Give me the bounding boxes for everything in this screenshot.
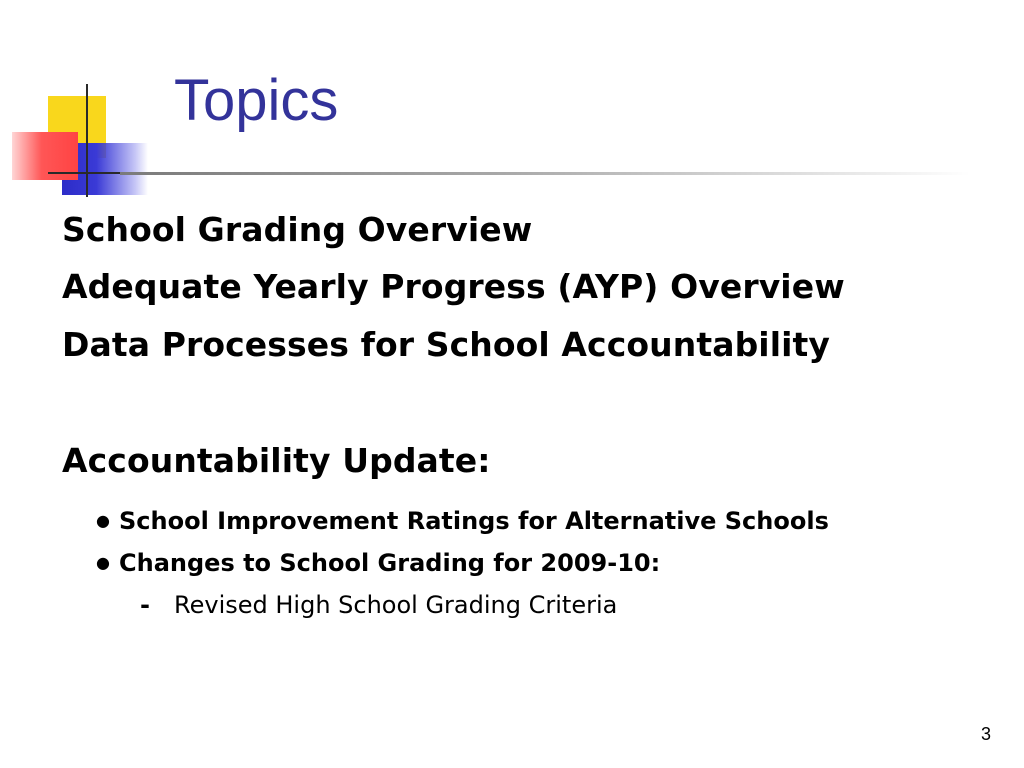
topic-ayp-overview: Adequate Yearly Progress (AYP) Overview <box>62 267 845 306</box>
bullet-item <box>96 506 829 536</box>
slide-title: Topics <box>174 68 339 133</box>
page-number: 3 <box>980 724 991 744</box>
section-heading: Accountability Update: <box>62 441 491 480</box>
bullet-item <box>96 548 660 578</box>
decorative-logo-blocks <box>0 0 170 210</box>
bullet-text: School Improvement Ratings for Alternative Schools <box>119 507 829 535</box>
sub-bullet-text: Revised High School Grading Criteria <box>174 591 618 619</box>
bullet-text: Changes to School Grading for 2009-10: <box>119 549 661 577</box>
bullet-icon: ● <box>96 511 110 530</box>
topic-data-processes: Data Processes for School Accountability <box>62 325 831 364</box>
bullet-icon: ● <box>96 553 110 572</box>
sub-bullet-item <box>140 590 617 620</box>
vertical-line <box>86 84 88 197</box>
topic-school-grading: School Grading Overview <box>62 210 533 249</box>
dash-icon: - <box>140 591 150 619</box>
title-underline <box>120 172 970 175</box>
